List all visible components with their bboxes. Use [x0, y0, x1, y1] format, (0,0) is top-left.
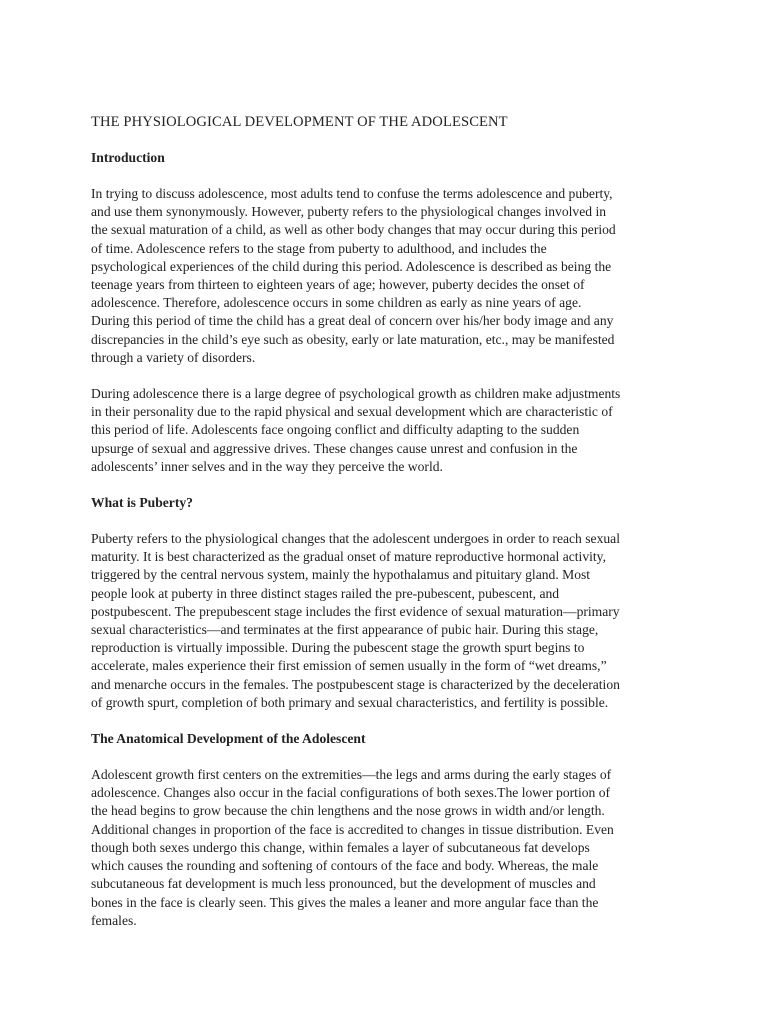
paragraph-line: postpubescent. The prepubescent stage includes the first evidence of sexual maturation—primary: [91, 603, 620, 619]
paragraph: [91, 185, 691, 367]
paragraph-line: which causes the rounding and softening of contours of the face and body. Whereas, the male: [91, 858, 599, 874]
paragraph-line: bones in the face is clearly seen. This gives the males a leaner and more angular face than the: [91, 894, 599, 910]
paragraph-line: sexual characteristics—and terminates at the first appearance of pubic hair. During this stage,: [91, 622, 599, 638]
document-title: THE PHYSIOLOGICAL DEVELOPMENT OF THE ADOLESCENT: [91, 114, 508, 130]
paragraph: [91, 530, 691, 712]
paragraph-line: and menarche occurs in the females. The postpubescent stage is characterized by the deceleration: [91, 676, 620, 692]
paragraph-line: adolescence. Therefore, adolescence occurs in some children as early as nine years of age.: [91, 295, 582, 311]
paragraph-line: the head begins to grow because the chin lengthens and the nose grows in width and/or length.: [91, 803, 605, 819]
paragraph-line: and use them synonymously. However, puberty refers to the physiological changes involved in: [91, 204, 607, 220]
paragraph-line: psychological experiences of the child during this period. Adolescence is described as being the: [91, 258, 612, 274]
paragraph-line: in their personality due to the rapid physical and sexual development which are characteristic of: [91, 404, 613, 420]
paragraph-line: discrepancies in the child’s eye such as obesity, early or late maturation, etc., may be manifested: [91, 331, 615, 347]
document-page: [91, 113, 691, 948]
paragraph-line: reproduction is virtually impossible. During the pubescent stage the growth spurt begins to: [91, 640, 585, 656]
paragraph-line: maturity. It is best characterized as the gradual onset of mature reproductive hormonal activity,: [91, 549, 606, 565]
document-body: [91, 149, 691, 930]
paragraph-line: this period of life. Adolescents face ongoing conflict and difficulty adapting to the sudden: [91, 422, 580, 438]
section-heading: The Anatomical Development of the Adolescent: [91, 731, 366, 747]
paragraph-line: adolescents’ inner selves and in the way they perceive the world.: [91, 458, 443, 474]
paragraph-line: Adolescent growth first centers on the extremities—the legs and arms during the early stages of: [91, 767, 612, 783]
paragraph-line: of growth spurt, completion of both primary and sexual characteristics, and fertility is possible.: [91, 694, 609, 710]
paragraph-line: During this period of time the child has a great deal of concern over his/her body image and any: [91, 313, 614, 329]
paragraph-line: the sexual maturation of a child, as well as other body changes that may occur during this period: [91, 222, 616, 238]
paragraph-line: people look at puberty in three distinct stages railed the pre-pubescent, pubescent, and: [91, 585, 560, 601]
paragraph: [91, 766, 691, 930]
paragraph-line: females.: [91, 912, 137, 928]
paragraph-line: accelerate, males experience their first emission of semen usually in the form of “wet dreams,”: [91, 658, 607, 674]
section-heading: What is Puberty?: [91, 495, 193, 511]
paragraph-line: through a variety of disorders.: [91, 349, 256, 365]
paragraph-line: though both sexes undergo this change, within females a layer of subcutaneous fat develops: [91, 839, 590, 855]
paragraph-line: Puberty refers to the physiological changes that the adolescent undergoes in order to reach sexual: [91, 531, 620, 547]
paragraph-line: triggered by the central nervous system, mainly the hypothalamus and pituitary gland. Most: [91, 567, 591, 583]
section-heading: Introduction: [91, 150, 165, 165]
paragraph-line: teenage years from thirteen to eighteen years of age; however, puberty decides the onset of: [91, 277, 585, 293]
paragraph: [91, 385, 691, 476]
paragraph-line: upsurge of sexual and aggressive drives. These changes cause unrest and confusion in the: [91, 440, 578, 456]
paragraph-line: Additional changes in proportion of the face is accredited to changes in tissue distribution. Even: [91, 821, 614, 837]
paragraph-line: In trying to discuss adolescence, most adults tend to confuse the terms adolescence and puberty,: [91, 186, 613, 201]
paragraph-line: During adolescence there is a large degree of psychological growth as children make adjustments: [91, 386, 621, 402]
paragraph-line: of time. Adolescence refers to the stage from puberty to adulthood, and includes the: [91, 240, 547, 256]
paragraph-line: subcutaneous fat development is much less pronounced, but the development of muscles and: [91, 876, 596, 892]
paragraph-line: adolescence. Changes also occur in the facial configurations of both sexes.The lower portion of: [91, 785, 611, 801]
